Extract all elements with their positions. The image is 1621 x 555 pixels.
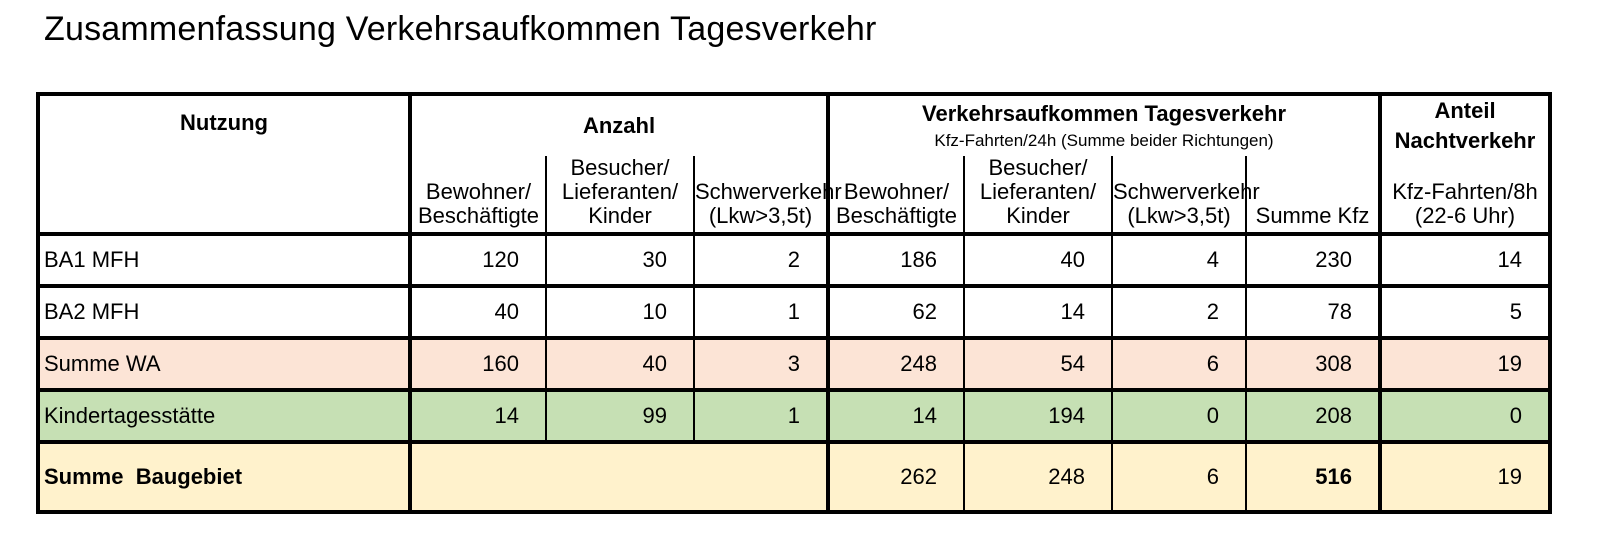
cell-value: 30: [546, 234, 694, 286]
cell-value: 0: [1112, 390, 1246, 442]
subheader-verkehr-bewohner: Bewohner/ Beschäftigte: [828, 156, 964, 234]
subheader-summe-kfz: Summe Kfz: [1246, 156, 1380, 234]
subheader-verkehr-besucher: Besucher/ Lieferanten/ Kinder: [964, 156, 1112, 234]
header-anteil-nachtverkehr: Anteil Nachtverkehr: [1394, 98, 1536, 153]
header-row-groups: [38, 94, 1550, 156]
cell-value: 14: [964, 286, 1112, 338]
header-verkehrsaufkommen: Verkehrsaufkommen Tagesverkehr Kfz-Fahrten/24h (Summe beider Richtungen): [828, 94, 1380, 156]
cell-value: 0: [1380, 390, 1550, 442]
cell-value: 99: [546, 390, 694, 442]
table-row-kita: [38, 390, 1550, 442]
cell-value: 78: [1246, 286, 1380, 338]
cell-value: 62: [828, 286, 964, 338]
cell-value: 248: [964, 442, 1112, 512]
cell-value: 14: [410, 390, 546, 442]
table-row-summe-wa: [38, 338, 1550, 390]
cell-value-total: 516: [1246, 442, 1380, 512]
cell-value: 248: [828, 338, 964, 390]
cell-value: 54: [964, 338, 1112, 390]
cell-value: 2: [694, 234, 828, 286]
cell-value: 4: [1112, 234, 1246, 286]
cell-value: 208: [1246, 390, 1380, 442]
cell-value: 1: [694, 390, 828, 442]
table-row: [38, 286, 1550, 338]
cell-value: 40: [546, 338, 694, 390]
cell-value: 40: [964, 234, 1112, 286]
cell-value: 19: [1380, 338, 1550, 390]
subheader-nacht-kfz: Kfz-Fahrten/8h (22-6 Uhr): [1392, 179, 1538, 228]
subheader-anzahl-bewohner: Bewohner/ Beschäftigte: [410, 156, 546, 234]
cell-value: 40: [410, 286, 546, 338]
cell-value: 6: [1112, 338, 1246, 390]
page-title: Zusammenfassung Verkehrsaufkommen Tagesverkehr: [44, 10, 877, 48]
cell-value: 6: [1112, 442, 1246, 512]
cell-value: 194: [964, 390, 1112, 442]
empty-cell: [410, 442, 828, 512]
header-anzahl: Anzahl: [410, 94, 828, 156]
table-row: [38, 234, 1550, 286]
cell-value: 2: [1112, 286, 1246, 338]
cell-value: 19: [1380, 442, 1550, 512]
row-label: Summe WA: [38, 338, 410, 390]
table-row-summe-baugebiet: [38, 442, 1550, 512]
header-nutzung: Nutzung: [38, 94, 410, 234]
cell-value: 230: [1246, 234, 1380, 286]
cell-value: 14: [1380, 234, 1550, 286]
subheader-anzahl-besucher: Besucher/ Lieferanten/ Kinder: [546, 156, 694, 234]
row-label: Kindertagesstätte: [38, 390, 410, 442]
cell-value: 5: [1380, 286, 1550, 338]
subheader-verkehr-schwerverkehr: Schwerverkehr (Lkw>3,5t): [1112, 156, 1246, 234]
cell-value: 308: [1246, 338, 1380, 390]
row-label: BA2 MFH: [38, 286, 410, 338]
cell-value: 262: [828, 442, 964, 512]
cell-value: 120: [410, 234, 546, 286]
subheader-anzahl-schwerverkehr: Schwerverkehr (Lkw>3,5t): [694, 156, 828, 234]
row-label: Summe Baugebiet: [38, 442, 410, 512]
row-label: BA1 MFH: [38, 234, 410, 286]
cell-value: 186: [828, 234, 964, 286]
cell-value: 14: [828, 390, 964, 442]
cell-value: 3: [694, 338, 828, 390]
cell-value: 1: [694, 286, 828, 338]
cell-value: 10: [546, 286, 694, 338]
traffic-summary-table: [36, 92, 1552, 514]
cell-value: 160: [410, 338, 546, 390]
